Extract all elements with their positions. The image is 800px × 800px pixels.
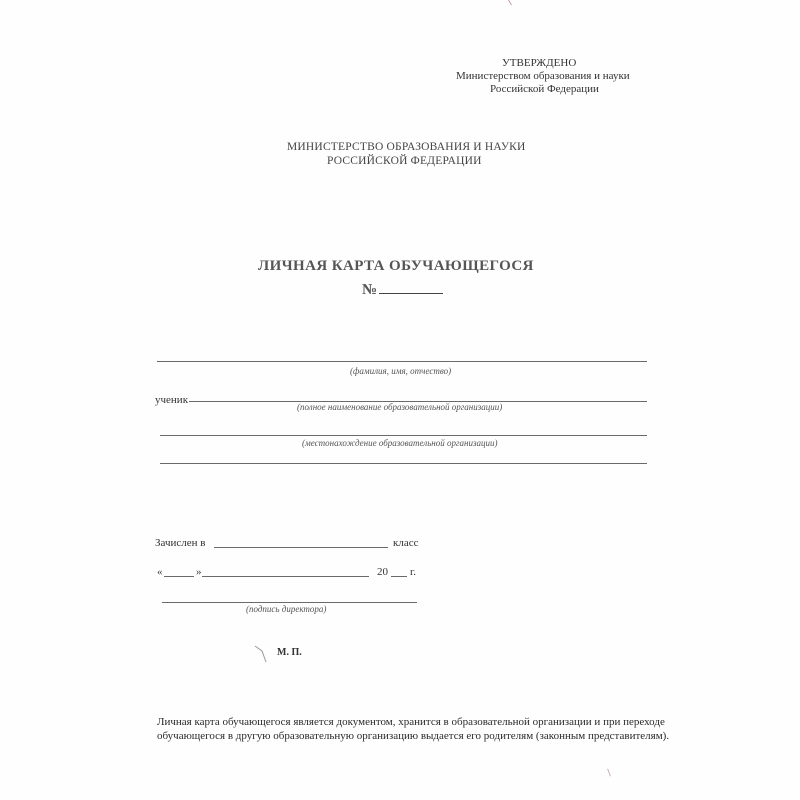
scan-mark-icon	[252, 643, 270, 665]
footer-note-line2: обучающегося в другую образовательную организацию выдается его родителям (законным представителям).	[157, 730, 670, 742]
footer-note-line1: Личная карта обучающегося является документом, хранится в образовательной организации и при переходе	[157, 716, 665, 728]
date-month-line	[202, 576, 369, 577]
ministry-name-line2: РОССИЙСКОЙ ФЕДЕРАЦИИ	[327, 155, 482, 167]
number-sign: №	[362, 282, 378, 298]
extra-line	[160, 463, 647, 464]
director-caption: (подпись директора)	[246, 604, 327, 614]
scan-artifact-bottom	[607, 769, 611, 777]
director-signature-line	[162, 602, 417, 603]
number-blank-line	[379, 281, 443, 294]
date-day-line	[164, 576, 194, 577]
class-label: класс	[393, 537, 419, 549]
org-location-line	[160, 435, 647, 436]
year-suffix: г.	[410, 566, 417, 578]
org-location-caption: (местонахождение образовательной организации)	[302, 438, 498, 448]
approval-title: УТВЕРЖДЕНО	[502, 57, 577, 69]
enrolled-label: Зачислен в	[155, 537, 206, 549]
card-number	[362, 281, 443, 299]
ministry-name-line1: МИНИСТЕРСТВО ОБРАЗОВАНИЯ И НАУКИ	[287, 141, 526, 153]
year-blank-line	[391, 576, 407, 577]
student-label: ученик	[155, 394, 189, 406]
date-open-quote: «	[157, 566, 163, 578]
stamp-place-label: М. П.	[277, 647, 302, 658]
approval-country: Российской Федерации	[490, 83, 599, 95]
date-close-quote: »	[196, 566, 202, 578]
fio-line	[157, 361, 647, 362]
fio-caption: (фамилия, имя, отчество)	[350, 366, 452, 376]
approval-ministry: Министерством образования и науки	[456, 70, 630, 82]
org-name-caption: (полное наименование образовательной организации)	[297, 402, 503, 412]
class-blank-line	[214, 547, 388, 548]
scan-artifact-top	[508, 0, 512, 5]
document-title: ЛИЧНАЯ КАРТА ОБУЧАЮЩЕГОСЯ	[258, 258, 534, 274]
year-prefix: 20	[377, 566, 388, 578]
